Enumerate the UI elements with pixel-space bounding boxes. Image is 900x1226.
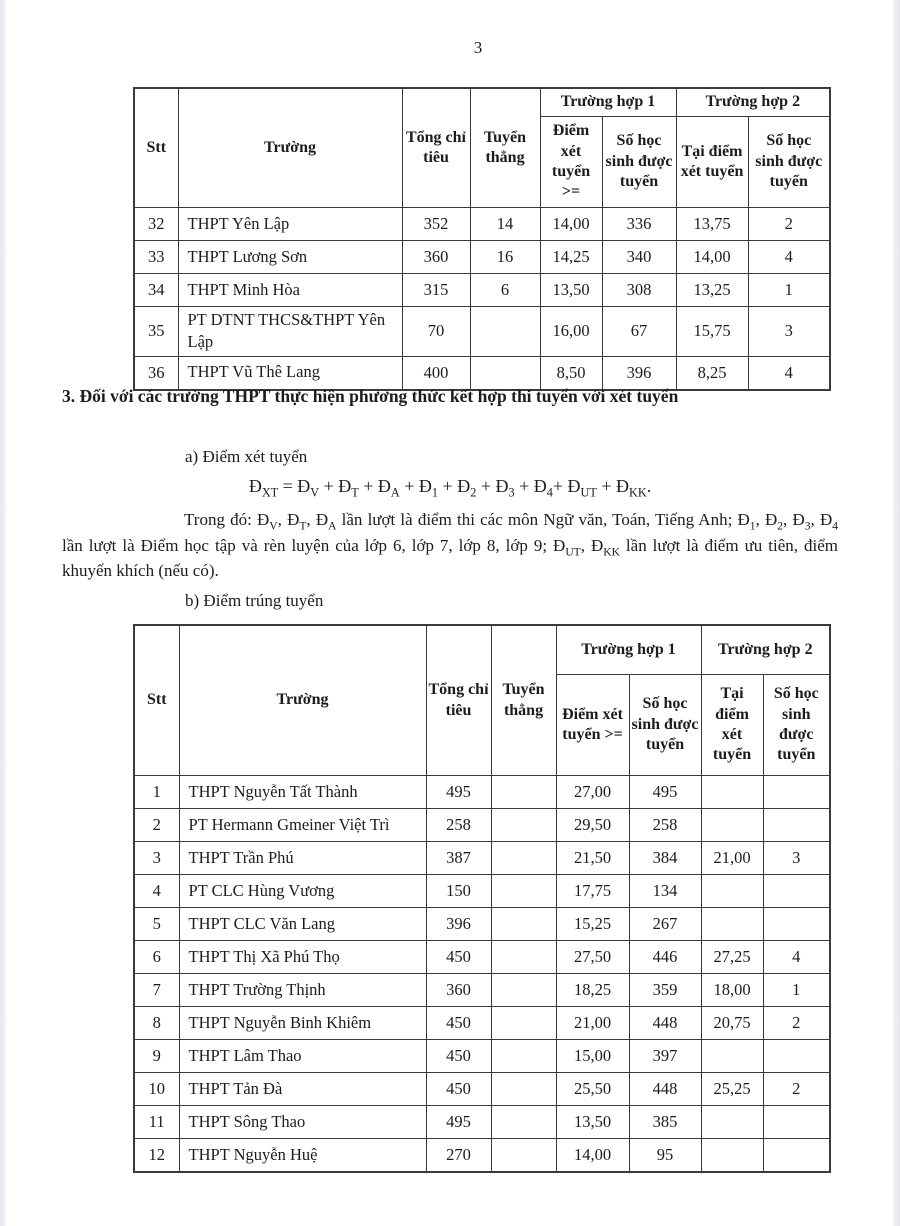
value-cell: 270 [426, 1139, 491, 1173]
stt-cell: 33 [134, 241, 178, 274]
school-name-cell: THPT Sông Thao [179, 1106, 426, 1139]
value-cell: 400 [402, 356, 470, 390]
section3-heading: 3. Đối với các trường THPT thực hiện phương thức kết hợp thi tuyển với xét tuyển [62, 386, 679, 406]
table-row [134, 1007, 830, 1040]
admission-table-upper [133, 87, 831, 391]
col-header-students-admitted-1: Số học sinh được tuyển [629, 675, 701, 776]
value-cell [763, 1040, 830, 1073]
value-cell: 15,00 [556, 1040, 629, 1073]
value-cell: 308 [602, 274, 676, 307]
value-cell: 25,50 [556, 1073, 629, 1106]
col-header-score-gte: Điểm xét tuyển >= [556, 675, 629, 776]
group-header-case2: Trường hợp 2 [676, 88, 830, 117]
value-cell [491, 1040, 556, 1073]
value-cell: 21,50 [556, 842, 629, 875]
scan-edge-left [0, 0, 6, 1226]
table-row [134, 941, 830, 974]
stt-cell: 4 [134, 875, 179, 908]
stt-cell: 12 [134, 1139, 179, 1173]
value-cell: 384 [629, 842, 701, 875]
value-cell: 13,50 [556, 1106, 629, 1139]
school-name-cell: THPT Lương Sơn [178, 241, 402, 274]
stt-cell: 1 [134, 776, 179, 809]
value-cell: 4 [748, 241, 830, 274]
school-name-cell: THPT Nguyễn Huệ [179, 1139, 426, 1173]
value-cell: 15,25 [556, 908, 629, 941]
stt-cell: 2 [134, 809, 179, 842]
school-name-cell: THPT Trần Phú [179, 842, 426, 875]
value-cell: 448 [629, 1007, 701, 1040]
value-cell: 450 [426, 1007, 491, 1040]
value-cell: 21,00 [701, 842, 763, 875]
value-cell: 495 [426, 776, 491, 809]
table-row [134, 974, 830, 1007]
col-header-quota: Tổng chỉ tiêu [402, 88, 470, 208]
value-cell: 448 [629, 1073, 701, 1106]
scan-edge-right [893, 0, 900, 1226]
value-cell: 385 [629, 1106, 701, 1139]
value-cell: 446 [629, 941, 701, 974]
col-header-quota: Tổng chỉ tiêu [426, 625, 491, 776]
school-name-cell: THPT Thị Xã Phú Thọ [179, 941, 426, 974]
value-cell: 13,75 [676, 208, 748, 241]
value-cell: 25,25 [701, 1073, 763, 1106]
school-name-cell: THPT CLC Văn Lang [179, 908, 426, 941]
value-cell [491, 1106, 556, 1139]
value-cell: 450 [426, 941, 491, 974]
table-row [134, 307, 830, 357]
value-cell: 352 [402, 208, 470, 241]
value-cell: 4 [763, 941, 830, 974]
table-row [134, 208, 830, 241]
school-name-cell: THPT Trường Thịnh [179, 974, 426, 1007]
stt-cell: 3 [134, 842, 179, 875]
value-cell: 16 [470, 241, 540, 274]
value-cell: 340 [602, 241, 676, 274]
value-cell: 258 [629, 809, 701, 842]
value-cell: 2 [763, 1007, 830, 1040]
admission-table-lower [133, 624, 831, 1173]
value-cell [763, 1139, 830, 1173]
value-cell: 21,00 [556, 1007, 629, 1040]
stt-cell: 10 [134, 1073, 179, 1106]
col-header-direct-admission: Tuyển thẳng [470, 88, 540, 208]
stt-cell: 34 [134, 274, 178, 307]
group-header-case2: Trường hợp 2 [701, 625, 830, 675]
value-cell [763, 875, 830, 908]
item-a-label: a) Điểm xét tuyển [185, 447, 308, 466]
value-cell [470, 307, 540, 357]
col-header-school: Trường [178, 88, 402, 208]
stt-cell: 5 [134, 908, 179, 941]
table-row [134, 776, 830, 809]
value-cell: 6 [470, 274, 540, 307]
col-header-stt: Stt [134, 625, 179, 776]
value-cell: 14,00 [556, 1139, 629, 1173]
table-row [134, 908, 830, 941]
value-cell: 396 [602, 356, 676, 390]
value-cell: 95 [629, 1139, 701, 1173]
school-name-cell: THPT Tản Đà [179, 1073, 426, 1106]
value-cell [701, 809, 763, 842]
value-cell: 8,50 [540, 356, 602, 390]
table-row [134, 1073, 830, 1106]
school-name-cell: PT Hermann Gmeiner Việt Trì [179, 809, 426, 842]
value-cell: 3 [763, 842, 830, 875]
value-cell [701, 875, 763, 908]
value-cell: 2 [748, 208, 830, 241]
school-name-cell: PT CLC Hùng Vương [179, 875, 426, 908]
value-cell: 3 [748, 307, 830, 357]
group-header-case1: Trường hợp 1 [540, 88, 676, 117]
group-header-case1: Trường hợp 1 [556, 625, 701, 675]
value-cell: 70 [402, 307, 470, 357]
value-cell: 27,00 [556, 776, 629, 809]
value-cell [491, 875, 556, 908]
school-name-cell: PT DTNT THCS&THPT Yên Lập [178, 307, 402, 357]
value-cell: 397 [629, 1040, 701, 1073]
school-name-cell: THPT Lâm Thao [179, 1040, 426, 1073]
value-cell: 14,00 [676, 241, 748, 274]
page-number: 3 [473, 38, 483, 57]
value-cell: 18,00 [701, 974, 763, 1007]
stt-cell: 6 [134, 941, 179, 974]
school-name-cell: THPT Nguyễn Binh Khiêm [179, 1007, 426, 1040]
value-cell [701, 776, 763, 809]
value-cell [491, 842, 556, 875]
value-cell: 1 [748, 274, 830, 307]
table-row [134, 842, 830, 875]
stt-cell: 7 [134, 974, 179, 1007]
value-cell [701, 908, 763, 941]
table2-body [134, 776, 830, 1173]
school-name-cell: THPT Minh Hòa [178, 274, 402, 307]
value-cell [491, 974, 556, 1007]
col-header-stt: Stt [134, 88, 178, 208]
value-cell: 13,50 [540, 274, 602, 307]
value-cell: 150 [426, 875, 491, 908]
stt-cell: 9 [134, 1040, 179, 1073]
stt-cell: 35 [134, 307, 178, 357]
col-header-students-admitted-2: Số học sinh được tuyển [763, 675, 830, 776]
table-row [134, 274, 830, 307]
table-row [134, 1139, 830, 1173]
value-cell [491, 1073, 556, 1106]
value-cell [491, 1007, 556, 1040]
value-cell: 18,25 [556, 974, 629, 1007]
table-row [134, 241, 830, 274]
value-cell [763, 1106, 830, 1139]
value-cell [763, 908, 830, 941]
value-cell: 14 [470, 208, 540, 241]
value-cell: 360 [426, 974, 491, 1007]
stt-cell: 11 [134, 1106, 179, 1139]
value-cell: 134 [629, 875, 701, 908]
col-header-at-score: Tại điểm xét tuyển [676, 117, 748, 208]
value-cell: 450 [426, 1073, 491, 1106]
value-cell: 495 [426, 1106, 491, 1139]
value-cell: 15,75 [676, 307, 748, 357]
table2-header [134, 625, 830, 776]
value-cell: 1 [763, 974, 830, 1007]
value-cell [491, 908, 556, 941]
value-cell [491, 941, 556, 974]
value-cell: 396 [426, 908, 491, 941]
value-cell: 20,75 [701, 1007, 763, 1040]
value-cell [763, 776, 830, 809]
value-cell [701, 1139, 763, 1173]
value-cell: 27,50 [556, 941, 629, 974]
table-row [134, 1106, 830, 1139]
value-cell: 387 [426, 842, 491, 875]
value-cell: 8,25 [676, 356, 748, 390]
formula-explanation: Trong đó: $Đ_V$, $Đ_T$, $Đ_A$ lần lượt là điểm thi các môn Ngữ văn, Toán, Tiếng Anh; $Đ_1$, $Đ_2$, $Đ_3$, $Đ_4$ lần lượt là Điểm học tập và rèn luyện của lớp 6, lớp 7, lớp 8, lớp 9; $Đ_{UT}$, $Đ_{KK}$ lần lượt là điểm ưu tiên, điểm khuyến khích (nếu có). [62, 510, 838, 580]
col-header-direct-admission: Tuyển thẳng [491, 625, 556, 776]
value-cell: 13,25 [676, 274, 748, 307]
value-cell: 14,25 [540, 241, 602, 274]
col-header-at-score: Tại điểm xét tuyển [701, 675, 763, 776]
value-cell: 267 [629, 908, 701, 941]
table-row [134, 875, 830, 908]
value-cell [701, 1040, 763, 1073]
col-header-students-admitted-2: Số học sinh được tuyển [748, 117, 830, 208]
table-row [134, 1040, 830, 1073]
value-cell: 336 [602, 208, 676, 241]
value-cell: 360 [402, 241, 470, 274]
value-cell: 67 [602, 307, 676, 357]
admission-score-formula: $Đ_{XT}$ = $Đ_V$ + $Đ_T$ + $Đ_A$ + $Đ_1$ + $Đ_2$ + $Đ_3$ + $Đ_4+$ $Đ_{UT}$ + $Đ_{KK}$. [248, 476, 652, 500]
school-name-cell: THPT Nguyễn Tất Thành [179, 776, 426, 809]
value-cell: 16,00 [540, 307, 602, 357]
school-name-cell: THPT Vũ Thê Lang [178, 356, 402, 390]
value-cell: 2 [763, 1073, 830, 1106]
value-cell: 258 [426, 809, 491, 842]
col-header-score-gte: Điểm xét tuyển >= [540, 117, 602, 208]
value-cell [491, 809, 556, 842]
value-cell [491, 1139, 556, 1173]
item-b-label: b) Điểm trúng tuyển [185, 591, 324, 610]
stt-cell: 32 [134, 208, 178, 241]
value-cell: 359 [629, 974, 701, 1007]
value-cell: 29,50 [556, 809, 629, 842]
value-cell [701, 1106, 763, 1139]
value-cell: 27,25 [701, 941, 763, 974]
value-cell [763, 809, 830, 842]
value-cell: 450 [426, 1040, 491, 1073]
col-header-school: Trường [179, 625, 426, 776]
table1-header [134, 88, 830, 208]
value-cell: 14,00 [540, 208, 602, 241]
value-cell: 495 [629, 776, 701, 809]
table-row [134, 809, 830, 842]
value-cell: 4 [748, 356, 830, 390]
table1-body [134, 208, 830, 390]
value-cell: 315 [402, 274, 470, 307]
school-name-cell: THPT Yên Lập [178, 208, 402, 241]
stt-cell: 36 [134, 356, 178, 390]
col-header-students-admitted-1: Số học sinh được tuyển [602, 117, 676, 208]
value-cell [491, 776, 556, 809]
value-cell: 17,75 [556, 875, 629, 908]
stt-cell: 8 [134, 1007, 179, 1040]
